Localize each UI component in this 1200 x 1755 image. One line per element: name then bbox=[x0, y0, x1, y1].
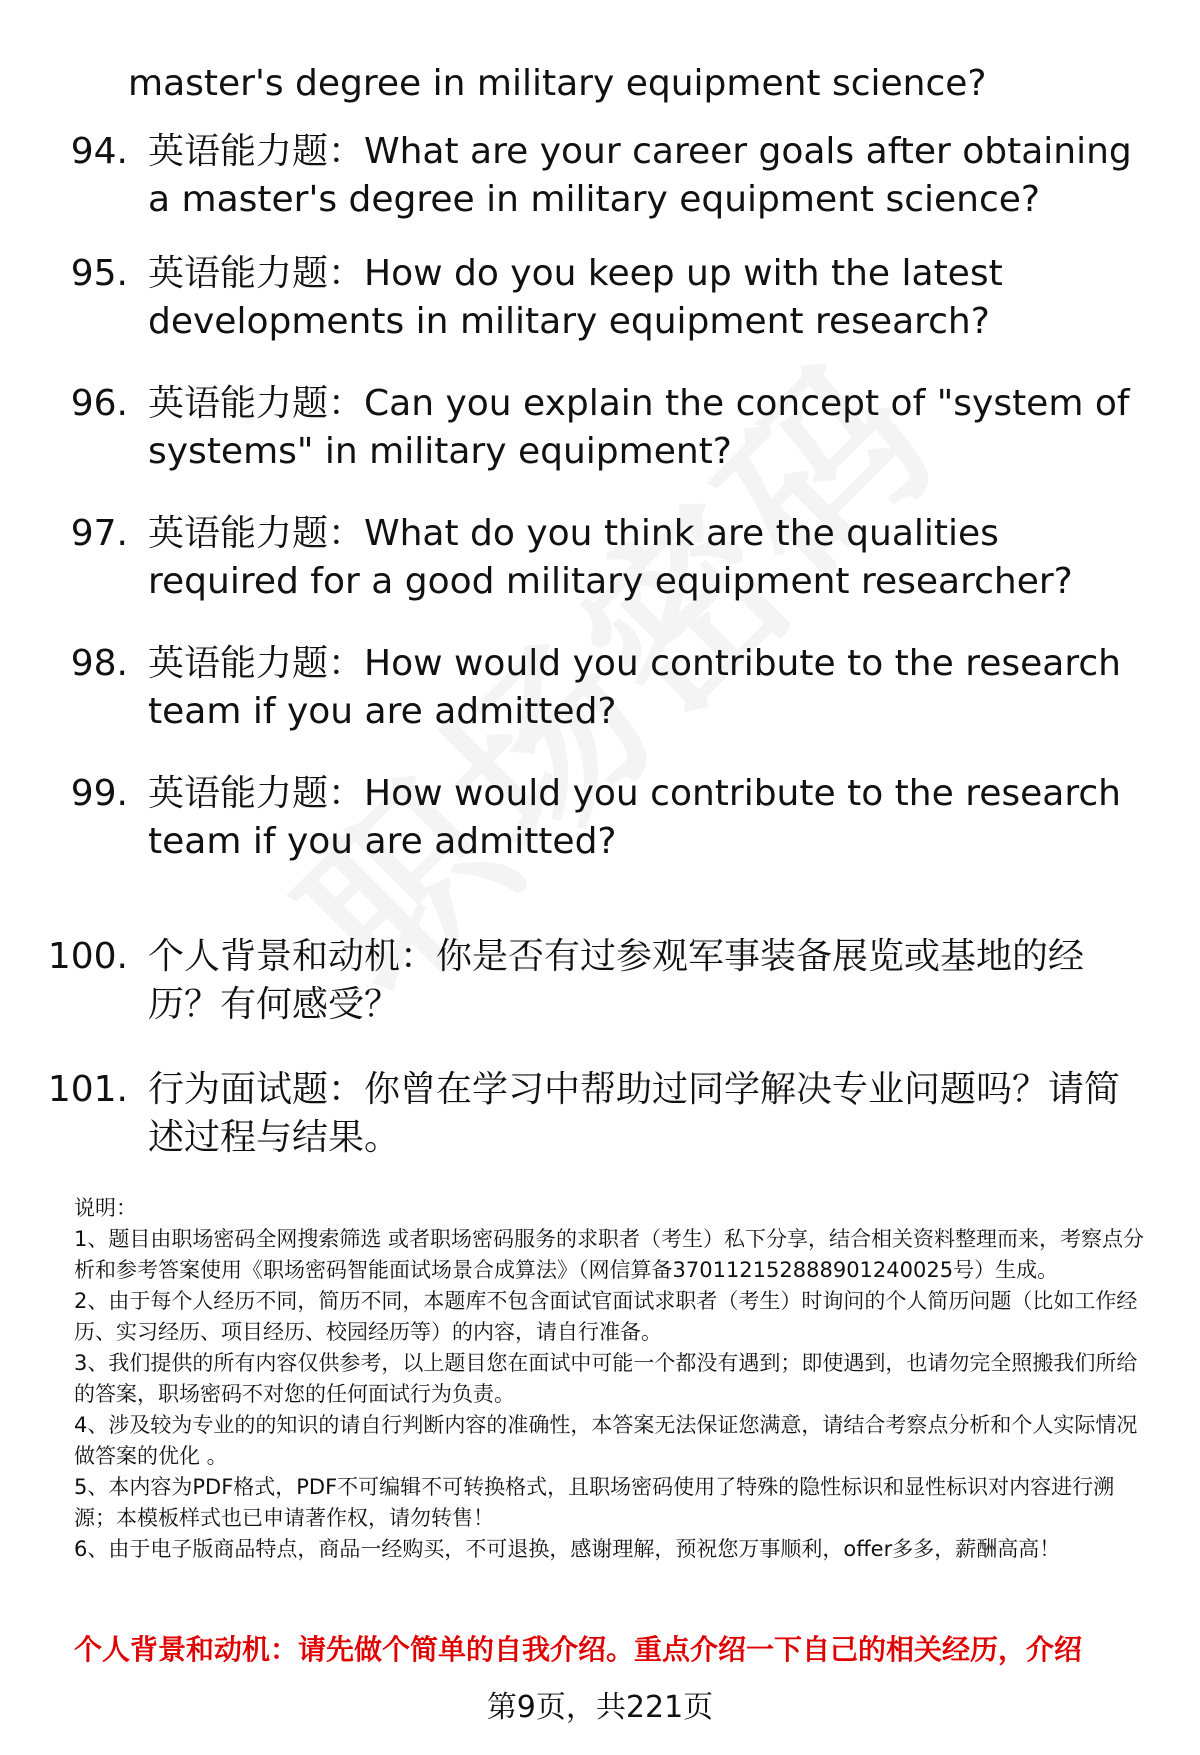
question-item-99 bbox=[28, 770, 1148, 866]
question-text: 英语能力题：What are your career goals after obtaining a master's degree in military equipment science? bbox=[148, 131, 1144, 220]
question-item-97 bbox=[28, 510, 1148, 606]
question-item-95 bbox=[28, 250, 1148, 346]
question-number: 101. bbox=[47, 1069, 128, 1110]
question-text: 英语能力题：Can you explain the concept of "system of systems" in military equipment? bbox=[148, 383, 1141, 472]
note-item: 2、由于每个人经历不同，简历不同，本题库不包含面试官面试求职者（考生）时询问的个人简历问题（比如工作经历、实习经历、项目经历、校园经历等）的内容，请自行准备。 bbox=[74, 1289, 1138, 1344]
continued-question-text: master's degree in military equipment science? bbox=[128, 63, 987, 104]
question-text: 英语能力题：How would you contribute to the research team if you are admitted? bbox=[148, 773, 1133, 862]
question-number: 99. bbox=[70, 773, 128, 814]
question-number: 94. bbox=[70, 131, 128, 172]
note-item: 6、由于电子版商品特点，商品一经购买，不可退换，感谢理解，预祝您万事顺利，offer多多，薪酬高高！ bbox=[74, 1537, 1061, 1561]
note-item: 4、涉及较为专业的的知识的请自行判断内容的准确性，本答案无法保证您满意，请结合考察点分析和个人实际情况做答案的优化 。 bbox=[74, 1413, 1138, 1468]
question-number: 98. bbox=[70, 643, 128, 684]
question-text: 英语能力题：How would you contribute to the research team if you are admitted? bbox=[148, 643, 1133, 732]
question-text: 英语能力题：What do you think are the qualities required for a good military equipment researcher? bbox=[148, 513, 1073, 602]
question-item-98 bbox=[28, 640, 1148, 736]
question-item-101 bbox=[28, 1066, 1148, 1162]
question-item-100 bbox=[28, 933, 1148, 1029]
question-text: 个人背景和动机：你是否有过参观军事装备展览或基地的经历？有何感受？ bbox=[148, 936, 1085, 1025]
question-number: 97. bbox=[70, 513, 128, 554]
question-item-94 bbox=[28, 128, 1148, 224]
question-number: 100. bbox=[47, 936, 128, 977]
question-number: 96. bbox=[70, 383, 128, 424]
notes-section bbox=[74, 1193, 1154, 1565]
next-question-preview: 个人背景和动机：请先做个简单的自我介绍。重点介绍一下自己的相关经历，介绍 bbox=[74, 1633, 1083, 1666]
question-number: 95. bbox=[70, 253, 128, 294]
notes-title: 说明： bbox=[74, 1196, 137, 1220]
note-item: 5、本内容为PDF格式，PDF不可编辑不可转换格式，且职场密码使用了特殊的隐性标识和显性标识对内容进行溯源；本模板样式也已申请著作权，请勿转售！ bbox=[74, 1475, 1115, 1530]
note-item: 1、题目由职场密码全网搜索筛选 或者职场密码服务的求职者（考生）私下分享，结合相关资料整理而来，考察点分析和参考答案使用《职场密码智能面试场景合成算法》（网信算备370112152888901240025号）生成。 bbox=[74, 1227, 1145, 1282]
question-text: 英语能力题：How do you keep up with the latest developments in military equipment research? bbox=[148, 253, 1015, 342]
question-item-96 bbox=[28, 380, 1148, 476]
question-text: 行为面试题：你曾在学习中帮助过同学解决专业问题吗？请简述过程与结果。 bbox=[148, 1069, 1121, 1158]
page-number: 第9页，共221页 bbox=[486, 1690, 714, 1725]
note-item: 3、我们提供的所有内容仅供参考，以上题目您在面试中可能一个都没有遇到；即使遇到，也请勿完全照搬我们所给的答案，职场密码不对您的任何面试行为负责。 bbox=[74, 1351, 1138, 1406]
